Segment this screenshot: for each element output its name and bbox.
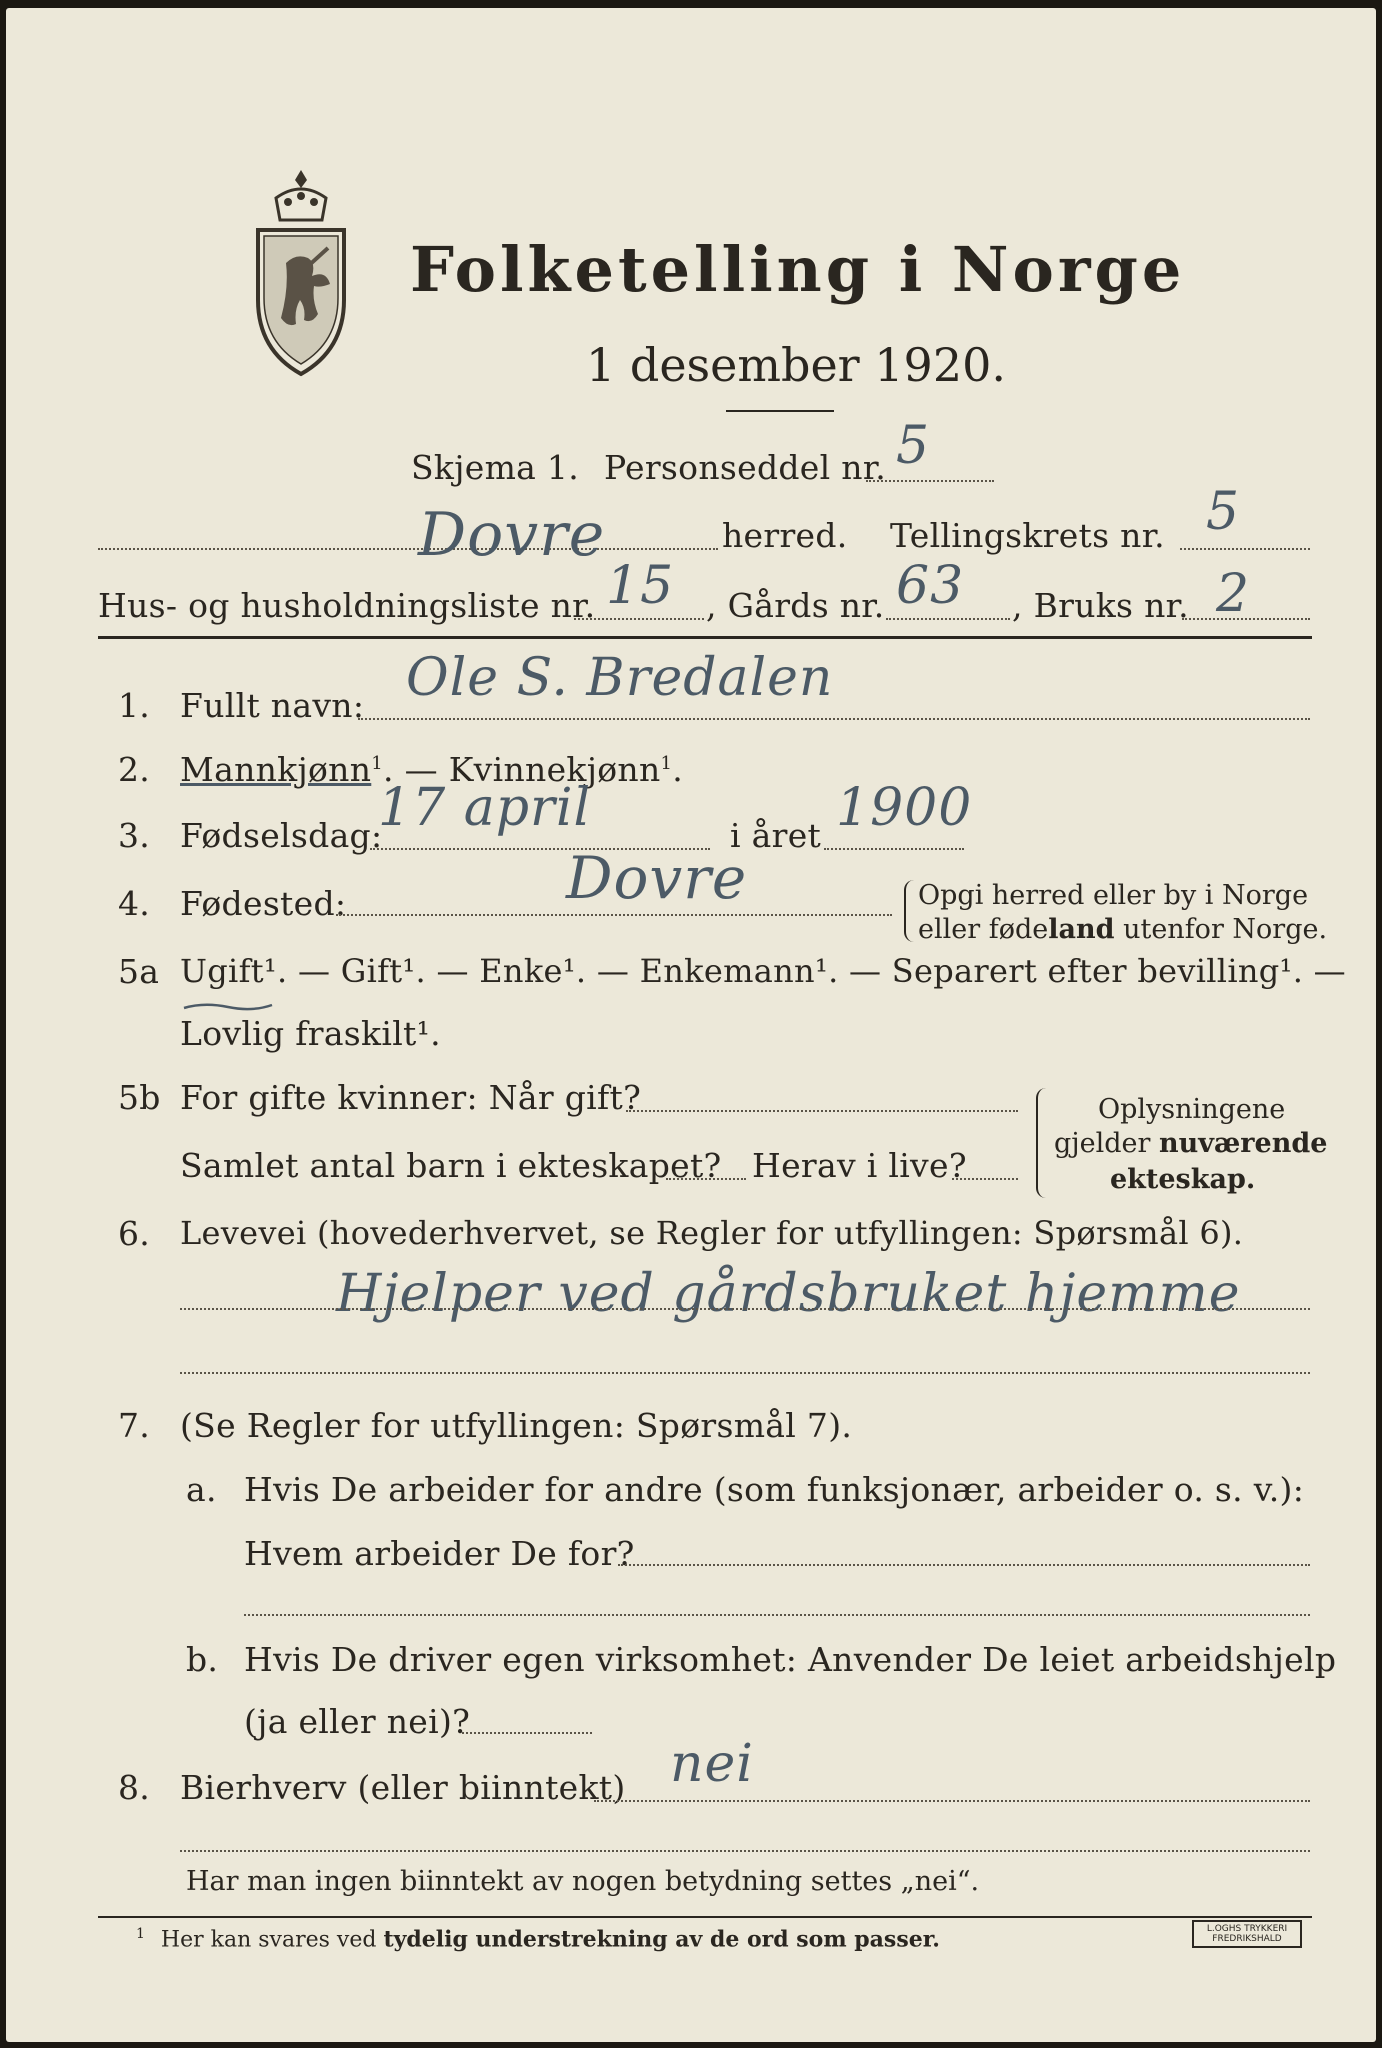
bruks-value: 2 [1216, 564, 1251, 624]
gards-line [886, 618, 1010, 620]
q8-line-2 [180, 1850, 1310, 1852]
q4-value: Dovre [566, 844, 748, 912]
q7a-letter: a. [186, 1470, 217, 1509]
tellingskrets-label: Tellingskrets nr. [890, 516, 1165, 555]
q3-number: 3. [118, 816, 151, 855]
q3-year-value: 1900 [836, 778, 973, 838]
q4-note-line1: Opgi herred eller by i Norge [918, 880, 1309, 911]
footnote-text-a: Her kan svares ved [160, 1927, 384, 1953]
gards-label: , Gårds nr. [706, 586, 885, 625]
footnote-divider [98, 1916, 1312, 1918]
q2-number: 2. [118, 750, 151, 789]
q7a-who-label: Hvem arbeider De for? [244, 1534, 635, 1573]
q4-number: 4. [118, 884, 151, 923]
q2-sup: 1 [371, 753, 384, 774]
personseddel-label: Personseddel nr. [604, 448, 887, 487]
page-title: Folketelling i Norge [410, 233, 1186, 306]
herred-value: Dovre [418, 500, 606, 570]
footnote [136, 1926, 940, 1952]
header-divider [98, 636, 1312, 639]
q7b-line [462, 1732, 592, 1734]
q8-label: Bierhverv (eller biinntekt) [180, 1768, 626, 1807]
q8-line [594, 1800, 1310, 1802]
footer-note: Har man ingen biinntekt av nogen betydning settes „nei“. [186, 1866, 980, 1897]
q1-label: Fullt navn: [180, 686, 365, 725]
q5b-children-label: Samlet antal barn i ekteskapet? [180, 1146, 722, 1185]
herred-line [98, 548, 718, 550]
skjema-label: Skjema 1. [411, 448, 580, 487]
q5b-note-1: Oplysningene [1098, 1094, 1286, 1125]
q7b-letter: b. [186, 1640, 219, 1679]
q6-line-1 [180, 1308, 1310, 1310]
q7a-line-1 [618, 1564, 1310, 1566]
q5b-note-2a: gjelder [1054, 1128, 1160, 1159]
q4-note-brace [904, 880, 914, 942]
q5b-alive-line [952, 1178, 1018, 1180]
q6-line-2 [180, 1372, 1310, 1374]
q5a-options-line1[interactable]: Ugift¹. — Gift¹. — Enke¹. — Enkemann¹. — Separert efter bevilling¹. — [180, 952, 1346, 990]
census-date: 1 desember 1920. [586, 338, 1006, 392]
title-divider [726, 410, 834, 412]
q5b-note-brace [1036, 1088, 1048, 1198]
q3-year-label: i året [730, 816, 822, 855]
footnote-number: 1 [136, 1926, 145, 1942]
hus-line [574, 618, 704, 620]
herred-label: herred. [722, 516, 848, 555]
q4-note-2c: utenfor Norge. [1114, 914, 1328, 945]
q5b-note-3: ekteskap. [1110, 1164, 1256, 1195]
tellingskrets-line [1180, 548, 1310, 550]
q5b-note-2 [1054, 1128, 1327, 1159]
q5a-underline-mark [182, 996, 274, 1004]
q8-value: nei [670, 1734, 754, 1794]
personseddel-line [866, 480, 994, 482]
gards-value: 63 [896, 556, 965, 616]
q7b-yes-no-label: (ja eller nei)? [244, 1702, 471, 1741]
q2-sup-2: 1 [660, 753, 673, 774]
q6-number: 6. [118, 1214, 151, 1253]
footnote-text-b: tydelig understrekning av de ord som passer. [383, 1926, 940, 1953]
hus-label: Hus- og husholdningsliste nr. [98, 586, 596, 625]
norway-coat-of-arms-icon [246, 168, 356, 378]
q5b-children-line [666, 1178, 746, 1180]
printer-stamp [1192, 1920, 1302, 1948]
q5b-married-line [626, 1110, 1018, 1112]
q4-note-line2 [918, 914, 1327, 945]
q4-label: Fødested: [180, 884, 347, 923]
q4-note-2b: land [1048, 914, 1115, 945]
q2-female-option[interactable]: Kvinnekjønn [448, 750, 661, 789]
bruks-label: , Bruks nr. [1012, 586, 1189, 625]
q1-number: 1. [118, 686, 151, 725]
q8-number: 8. [118, 1768, 151, 1807]
q5a-options-line2[interactable]: Lovlig fraskilt¹. [180, 1014, 441, 1053]
q3-label: Fødselsdag: [180, 816, 383, 855]
q7-number: 7. [118, 1406, 151, 1445]
hus-value: 15 [606, 556, 675, 616]
q7-label: (Se Regler for utfyllingen: Spørsmål 7). [180, 1406, 853, 1445]
stamp-line-2: FREDRIKSHALD [1212, 1934, 1282, 1944]
q4-note-2a: eller føde [918, 914, 1049, 945]
q6-label: Levevei (hovederhvervet, se Regler for utfyllingen: Spørsmål 6). [180, 1214, 1244, 1252]
q5b-note-2b: nuværende [1159, 1128, 1328, 1159]
q3-year-line [824, 848, 964, 850]
q7a-line-2 [244, 1614, 1310, 1616]
tellingskrets-value: 5 [1206, 482, 1241, 542]
q2-male-option[interactable]: Mannkjønn [180, 750, 372, 789]
q7a-question: Hvis De arbeider for andre (som funksjonær, arbeider o. s. v.): [244, 1470, 1305, 1509]
q5b-number: 5b [118, 1078, 161, 1117]
q1-line [358, 718, 1310, 720]
q3-day-value: 17 april [378, 778, 592, 838]
q5b-married-label: For gifte kvinner: Når gift? [180, 1078, 642, 1117]
stamp-line-1: L.OGHS TRYKKERI [1206, 1924, 1288, 1934]
q2-separator: . — [383, 750, 449, 789]
census-form-sheet [6, 8, 1376, 2042]
q4-line [336, 914, 892, 916]
personseddel-value: 5 [896, 416, 931, 476]
q1-value: Ole S. Bredalen [406, 648, 834, 708]
q5a-number: 5a [118, 952, 160, 991]
q2-end: . [672, 750, 684, 789]
q5b-alive-label: Herav i live? [752, 1146, 967, 1185]
q6-value: Hjelper ved gårdsbruket hjemme [336, 1264, 1241, 1324]
q7b-question: Hvis De driver egen virksomhet: Anvender De leiet arbeidshjelp [244, 1640, 1337, 1679]
